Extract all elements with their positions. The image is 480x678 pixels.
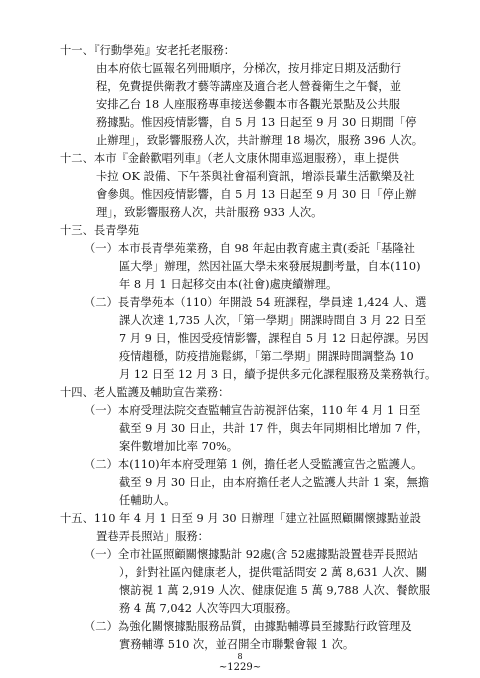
text-line: 疫情趨穩，防疫措施鬆綁，「第二學期」開課時間調整為 10 [119,350,414,363]
section-heading-11: 十一、『行動學苑』安老托老服務： [60,44,236,57]
text-line: 月 12 日至 12 月 3 日，續予提供多元化課程服務及業務執行。 [119,368,437,381]
page-number-small: 8 [237,652,243,661]
text-line: 任輔助人。 [119,494,176,507]
text-line: 程，免費提供衛教才藝等講座及適合老人營養衛生之午餐，並 [96,80,402,93]
item-line: （二）本(110)年本府受理第 1 例，擔任老人受監護宣告之監護人。 [84,458,423,471]
item-line: （二）長青學苑本（110）年開設 54 班課程，學員達 1,424 人、選 [84,296,427,309]
text-line: 務 4 萬 7,042 人次等四大項服務。 [119,602,298,615]
text-line: 課人次達 1,735 人次，「第一學期」開課時間自 3 月 22 日至 [119,314,427,327]
text-line: 由本府依七區報名列冊順序，分梯次，按月排定日期及活動行 [96,62,402,75]
text-line: 安排乙台 18 人座服務專車接送參觀本市各觀光景點及公共服 [96,98,400,111]
text-line: 會參與。惟因疫情影響，自 5 月 13 日起至 9 月 30 日「停止辦 [96,188,417,201]
section-heading-13: 十三、長青學苑 [60,224,140,237]
text-line: 截至 9 月 30 日止，共計 17 件，與去年同期相比增加 7 件， [119,422,429,435]
text-line: 7 月 9 日，惟因受疫情影響，課程自 5 月 12 日起停課。另因 [119,332,429,345]
text-line: 實務輔導 510 次，並召開全市聯繫會報 1 次。 [119,638,355,651]
section-heading-15: 十五、110 年 4 月 1 日至 9 月 30 日辦理「建立社區照顧關懷據點並設 [60,512,421,525]
text-line: 務據點。惟因疫情影響，自 5 月 13 日起至 9 月 30 日期間「停 [96,116,417,129]
text-line: 截至 9 月 30 日止，由本府擔任老人之監護人共計 1 案，無擔 [119,476,430,489]
text-line: 止辦理」，致影響服務人次，共計辦理 18 場次，服務 396 人次。 [96,134,424,147]
text-line: ），針對社區內健康老人，提供電話問安 2 萬 8,631 人次、關 [119,566,428,579]
text-line: 懷訪視 1 萬 2,919 人次、健康促進 5 萬 9,788 人次、餐飲服 [119,584,431,597]
text-line: 區大學」辦理，然因社區大學未來發展規劃考量，自本(110) [119,260,421,273]
item-line: （二）為強化關懷據點服務品質，由據點輔導員至據點行政管理及 [84,620,412,633]
section-heading-14: 十四、老人監護及輔助宣告業務： [60,386,230,399]
text-line: 置巷弄長照站」服務： [96,530,209,543]
page-number: ~1229~ [218,662,262,673]
item-line: （一）全市社區照顧關懷據點計 92處(含 52處據點設置巷弄長照站 [84,548,419,561]
text-line: 年 8 月 1 日起移交由本(社會)處庚續辦理。 [119,278,338,291]
text-line: 案件數增加比率 70%。 [119,440,239,453]
section-heading-12: 十二、本市『金齡歡唱列車』（老人文康休閒車巡迴服務），車上提供 [60,152,399,165]
item-line: （一）本府受理法院交查監輔宣告訪視評估案，110 年 4 月 1 日至 [84,404,421,417]
text-line: 卡拉 OK 設備、下午茶與社會福利資訊，增添長輩生活歡樂及社 [96,170,415,183]
item-line: （一）本市長青學苑業務，自 98 年起由教育處主責(委託「基隆社 [84,242,415,255]
text-line: 理」，致影響服務人次，共計服務 933 人次。 [96,206,323,219]
